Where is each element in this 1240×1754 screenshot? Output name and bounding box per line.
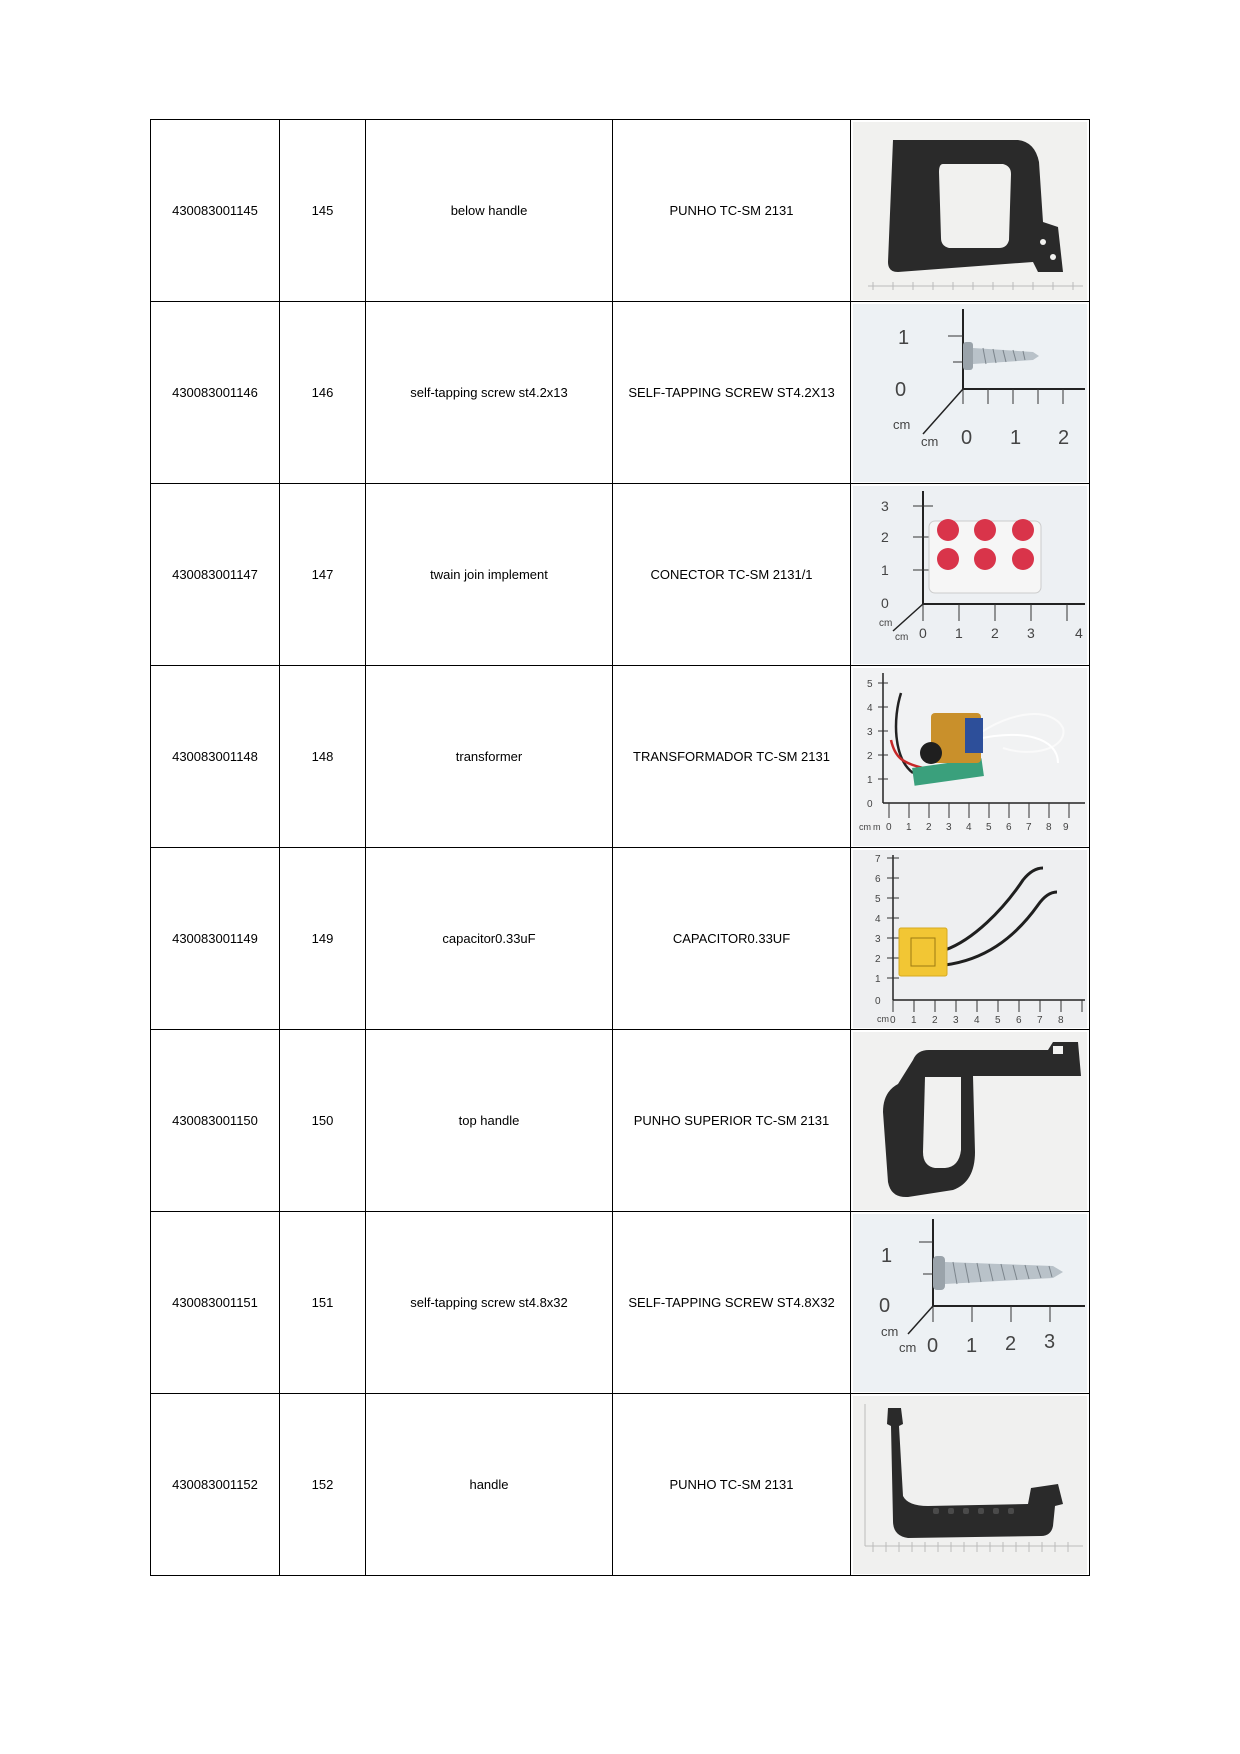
- description-english: transformer: [366, 666, 613, 848]
- capacitor-photo-icon: [853, 850, 1087, 1028]
- position-number: 146: [280, 302, 366, 484]
- scale-x-label: 8: [1046, 821, 1052, 833]
- description-english: self-tapping screw st4.2x13: [366, 302, 613, 484]
- scale-x-label: 4: [974, 1014, 980, 1026]
- part-photo: [851, 1030, 1090, 1212]
- part-code: 430083001152: [151, 1394, 280, 1576]
- scale-x-label: 0: [961, 426, 973, 449]
- scale-y-label: 0: [879, 1294, 891, 1317]
- part-code: 430083001145: [151, 120, 280, 302]
- scale-y-label: 6: [875, 873, 881, 885]
- position-number: 147: [280, 484, 366, 666]
- description-english: self-tapping screw st4.8x32: [366, 1212, 613, 1394]
- table-row: [151, 848, 1090, 1030]
- scale-y-label: 1: [875, 973, 881, 985]
- scale-x-label: 2: [1005, 1332, 1017, 1355]
- scale-y-label: 1: [898, 326, 910, 349]
- table-row: [151, 1030, 1090, 1212]
- part-photo: [851, 484, 1090, 666]
- scale-x-label: 3: [953, 1014, 959, 1026]
- scale-y-label: 0: [875, 995, 881, 1007]
- scale-x-label: 1: [955, 624, 963, 641]
- scale-unit-label: cm: [899, 1339, 917, 1355]
- scale-y-label: 2: [867, 750, 873, 762]
- position-number: 151: [280, 1212, 366, 1394]
- scale-unit-label: cm: [921, 433, 939, 449]
- scale-x-label: 2: [926, 821, 932, 833]
- scale-x-label: 6: [1016, 1014, 1022, 1026]
- part-photo: [851, 848, 1090, 1030]
- scale-y-label: 4: [867, 702, 873, 714]
- position-number: 150: [280, 1030, 366, 1212]
- scale-x-label: 1: [906, 821, 912, 833]
- scale-y-label: 3: [867, 726, 873, 738]
- scale-x-label: 4: [1075, 624, 1083, 641]
- part-code: 430083001149: [151, 848, 280, 1030]
- position-number: 148: [280, 666, 366, 848]
- top-handle-photo-icon: [853, 1032, 1087, 1210]
- scale-y-label: 7: [875, 853, 881, 865]
- scale-x-label: 0: [919, 624, 927, 641]
- scale-y-label: 0: [867, 798, 873, 810]
- scale-unit-label: cm: [859, 821, 871, 832]
- scale-x-label: 2: [932, 1014, 938, 1026]
- scale-x-label: 7: [1026, 821, 1032, 833]
- position-number: 152: [280, 1394, 366, 1576]
- description-english: twain join implement: [366, 484, 613, 666]
- handle-photo-icon: [853, 1396, 1087, 1574]
- scale-x-label: 5: [986, 821, 992, 833]
- scale-x-label: 6: [1006, 821, 1012, 833]
- scale-x-label: 3: [1044, 1330, 1056, 1353]
- scale-y-label: 1: [881, 561, 889, 578]
- scale-unit-label: cm: [879, 617, 893, 629]
- position-number: 145: [280, 120, 366, 302]
- part-code: 430083001146: [151, 302, 280, 484]
- scale-y-label: 1: [881, 1244, 893, 1267]
- transformer-photo-icon: [853, 668, 1087, 846]
- scale-y-label: 3: [875, 933, 881, 945]
- description-portuguese: PUNHO TC-SM 2131: [613, 1394, 851, 1576]
- scale-y-label: 1: [867, 774, 873, 786]
- scale-x-label: 9: [1063, 821, 1069, 833]
- part-code: 430083001148: [151, 666, 280, 848]
- scale-unit-label: cm: [881, 1323, 899, 1339]
- scale-y-label: 4: [875, 913, 881, 925]
- description-portuguese: PUNHO SUPERIOR TC-SM 2131: [613, 1030, 851, 1212]
- scale-unit-label: cm: [893, 416, 911, 432]
- description-english: handle: [366, 1394, 613, 1576]
- scale-x-label: 1: [911, 1014, 917, 1026]
- lower-handle-photo-icon: [853, 122, 1087, 300]
- part-code: 430083001151: [151, 1212, 280, 1394]
- scale-y-label: 2: [875, 953, 881, 965]
- table-row: [151, 1212, 1090, 1394]
- table-row: [151, 484, 1090, 666]
- part-photo: [851, 666, 1090, 848]
- description-portuguese: SELF-TAPPING SCREW ST4.8X32: [613, 1212, 851, 1394]
- screw-photo-icon: [853, 1214, 1087, 1392]
- screw-photo-icon: [853, 304, 1087, 482]
- description-portuguese: PUNHO TC-SM 2131: [613, 120, 851, 302]
- table-row: [151, 1394, 1090, 1576]
- scale-x-label: 2: [991, 624, 999, 641]
- table-row: [151, 120, 1090, 302]
- scale-x-label: 3: [946, 821, 952, 833]
- scale-y-label: 5: [875, 893, 881, 905]
- part-photo: [851, 1394, 1090, 1576]
- table-row: [151, 302, 1090, 484]
- description-portuguese: CAPACITOR0.33UF: [613, 848, 851, 1030]
- scale-x-label: 1: [1010, 426, 1022, 449]
- scale-x-label: 4: [966, 821, 972, 833]
- scale-unit-label: cm: [895, 631, 909, 643]
- scale-y-label: 2: [881, 528, 889, 545]
- parts-table: [150, 119, 1090, 1576]
- scale-y-label: 3: [881, 497, 889, 514]
- description-english: below handle: [366, 120, 613, 302]
- part-photo: [851, 120, 1090, 302]
- table-row: [151, 666, 1090, 848]
- scale-y-label: 5: [867, 678, 873, 690]
- scale-x-label: 1: [966, 1334, 978, 1357]
- part-photo: [851, 302, 1090, 484]
- scale-x-label: 2: [1058, 426, 1070, 449]
- position-number: 149: [280, 848, 366, 1030]
- scale-unit-label: cm: [877, 1013, 889, 1024]
- scale-x-label: 0: [890, 1014, 896, 1026]
- scale-x-label: 8: [1058, 1014, 1064, 1026]
- description-portuguese: TRANSFORMADOR TC-SM 2131: [613, 666, 851, 848]
- scale-x-label: 7: [1037, 1014, 1043, 1026]
- part-photo: [851, 1212, 1090, 1394]
- scale-x-label: 5: [995, 1014, 1001, 1026]
- scale-x-label: 3: [1027, 624, 1035, 641]
- scale-x-label: 0: [927, 1334, 939, 1357]
- connector-photo-icon: [853, 486, 1087, 664]
- scale-unit-label: m: [873, 821, 881, 832]
- part-code: 430083001147: [151, 484, 280, 666]
- part-code: 430083001150: [151, 1030, 280, 1212]
- scale-x-label: 0: [886, 821, 892, 833]
- description-portuguese: CONECTOR TC-SM 2131/1: [613, 484, 851, 666]
- description-portuguese: SELF-TAPPING SCREW ST4.2X13: [613, 302, 851, 484]
- description-english: top handle: [366, 1030, 613, 1212]
- description-english: capacitor0.33uF: [366, 848, 613, 1030]
- scale-y-label: 0: [881, 594, 889, 611]
- scale-y-label: 0: [895, 378, 907, 401]
